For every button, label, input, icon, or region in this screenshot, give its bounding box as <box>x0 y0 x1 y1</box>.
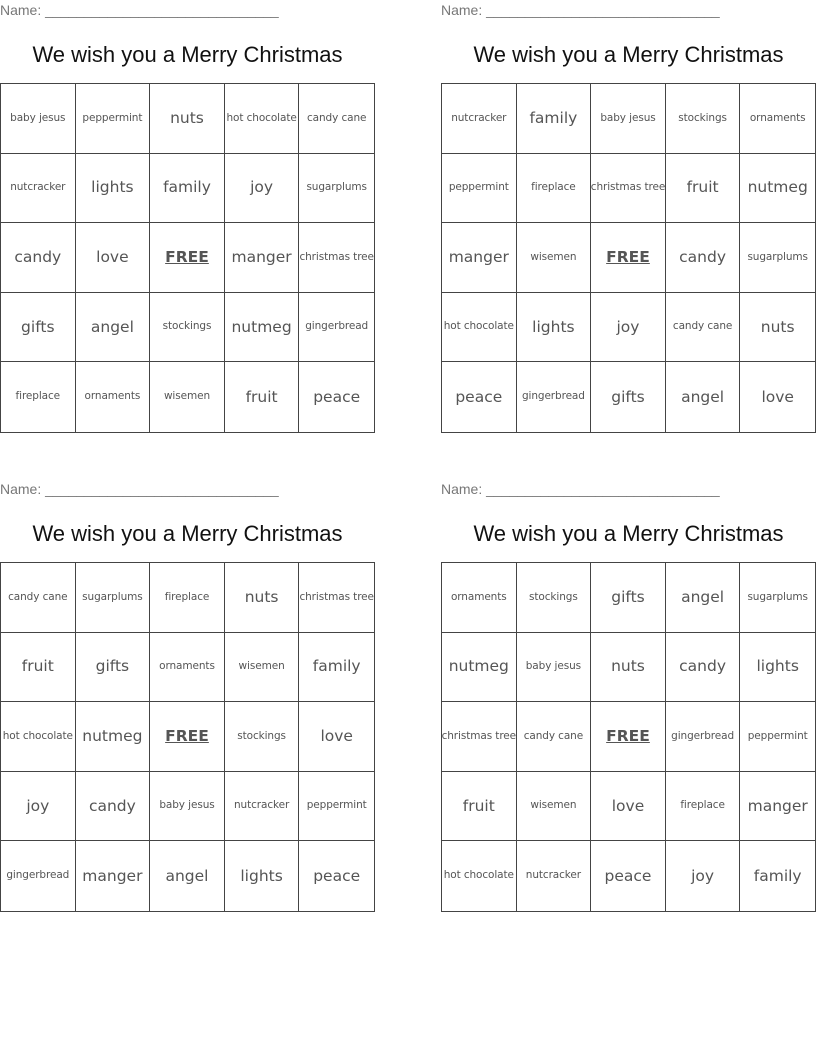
bingo-cell: joy <box>666 841 741 911</box>
bingo-cell: candy <box>666 223 741 293</box>
bingo-cell: christmas tree <box>591 154 666 224</box>
bingo-cell: sugarplums <box>299 154 374 224</box>
bingo-cell: stockings <box>666 84 741 154</box>
bingo-cell: sugarplums <box>76 563 151 633</box>
bingo-cell: peace <box>591 841 666 911</box>
bingo-card-3 <box>0 479 375 919</box>
bingo-cell: baby jesus <box>150 772 225 842</box>
bingo-cell: ornaments <box>76 362 151 432</box>
bingo-cell: manger <box>225 223 300 293</box>
bingo-cell: fruit <box>666 154 741 224</box>
bingo-cell: gingerbread <box>299 293 374 363</box>
bingo-grid <box>441 562 816 912</box>
bingo-cell: angel <box>666 362 741 432</box>
bingo-cell: angel <box>666 563 741 633</box>
bingo-cell: gifts <box>591 362 666 432</box>
bingo-cell: hot chocolate <box>225 84 300 154</box>
bingo-cell: candy <box>1 223 76 293</box>
card-title: We wish you a Merry Christmas <box>32 42 343 67</box>
bingo-cell: love <box>591 772 666 842</box>
bingo-cell: gingerbread <box>517 362 592 432</box>
bingo-cell: candy <box>666 633 741 703</box>
bingo-cell: lights <box>517 293 592 363</box>
bingo-grid <box>0 83 375 433</box>
bingo-cell: nutmeg <box>740 154 815 224</box>
bingo-cell: candy cane <box>299 84 374 154</box>
bingo-cell: ornaments <box>740 84 815 154</box>
bingo-cell: nuts <box>740 293 815 363</box>
bingo-cell: family <box>299 633 374 703</box>
name-field-label[interactable]: Name: ______________________________ <box>441 2 720 18</box>
bingo-cell: fruit <box>225 362 300 432</box>
bingo-cell: hot chocolate <box>442 841 517 911</box>
name-field-label[interactable]: Name: ______________________________ <box>0 2 279 18</box>
bingo-cell: stockings <box>517 563 592 633</box>
bingo-cell: fireplace <box>517 154 592 224</box>
bingo-cell: gingerbread <box>1 841 76 911</box>
bingo-cell: angel <box>150 841 225 911</box>
bingo-cell: hot chocolate <box>442 293 517 363</box>
bingo-cell: candy cane <box>517 702 592 772</box>
card-title: We wish you a Merry Christmas <box>32 521 343 546</box>
bingo-cell: nuts <box>150 84 225 154</box>
bingo-cell: peace <box>313 387 361 406</box>
bingo-cell: love <box>76 223 151 293</box>
bingo-cell: wisemen <box>225 633 300 703</box>
bingo-cell: christmas tree <box>299 223 374 293</box>
bingo-cell: nutcracker <box>442 84 517 154</box>
bingo-card-1 <box>0 0 375 440</box>
bingo-cell: christmas tree <box>299 563 374 633</box>
bingo-cell: sugarplums <box>740 563 815 633</box>
bingo-cell: nuts <box>225 563 300 633</box>
bingo-cell: fireplace <box>666 772 741 842</box>
bingo-cell: candy cane <box>1 563 76 633</box>
free-space: FREE <box>150 223 225 293</box>
bingo-cell: peppermint <box>76 84 151 154</box>
bingo-cell: nutcracker <box>517 841 592 911</box>
bingo-cell: peace <box>442 362 517 432</box>
bingo-cell: baby jesus <box>591 84 666 154</box>
bingo-cell: love <box>761 387 794 406</box>
bingo-cell: lights <box>740 633 815 703</box>
bingo-card-4 <box>441 479 816 919</box>
bingo-cell: wisemen <box>517 223 592 293</box>
name-field-label[interactable]: Name: ______________________________ <box>0 481 279 497</box>
bingo-cell: lights <box>76 154 151 224</box>
bingo-cell: gifts <box>1 293 76 363</box>
bingo-cell: wisemen <box>150 362 225 432</box>
bingo-cell: ornaments <box>442 563 517 633</box>
free-space: FREE <box>150 702 225 772</box>
bingo-cell: stockings <box>150 293 225 363</box>
bingo-cell: peppermint <box>740 702 815 772</box>
bingo-cell: nuts <box>591 633 666 703</box>
card-title: We wish you a Merry Christmas <box>473 521 784 546</box>
bingo-cell: gifts <box>591 563 666 633</box>
bingo-cell: ornaments <box>150 633 225 703</box>
bingo-cell: lights <box>225 841 300 911</box>
bingo-cell: manger <box>442 223 517 293</box>
bingo-card-2 <box>441 0 816 440</box>
bingo-cell: stockings <box>225 702 300 772</box>
bingo-cell: candy <box>76 772 151 842</box>
bingo-cell: fruit <box>1 633 76 703</box>
bingo-cell: fireplace <box>150 563 225 633</box>
bingo-cell: nutmeg <box>442 633 517 703</box>
bingo-cell: sugarplums <box>740 223 815 293</box>
bingo-cell: baby jesus <box>1 84 76 154</box>
bingo-grid <box>0 562 375 912</box>
bingo-cell: baby jesus <box>517 633 592 703</box>
bingo-cell: angel <box>76 293 151 363</box>
bingo-cell: nutcracker <box>225 772 300 842</box>
bingo-cell: peppermint <box>442 154 517 224</box>
bingo-cell: hot chocolate <box>1 702 76 772</box>
bingo-cell: gingerbread <box>666 702 741 772</box>
bingo-cell: nutmeg <box>76 702 151 772</box>
free-space: FREE <box>591 702 666 772</box>
bingo-cell: christmas tree <box>442 702 517 772</box>
bingo-cell: nutcracker <box>1 154 76 224</box>
name-field-label[interactable]: Name: ______________________________ <box>441 481 720 497</box>
bingo-cell: family <box>150 154 225 224</box>
bingo-cell: candy cane <box>666 293 741 363</box>
bingo-cell: nutmeg <box>225 293 300 363</box>
card-title: We wish you a Merry Christmas <box>473 42 784 67</box>
bingo-cell: family <box>517 84 592 154</box>
bingo-cell: love <box>299 702 374 772</box>
free-space: FREE <box>591 223 666 293</box>
bingo-cell: fireplace <box>1 362 76 432</box>
bingo-cell: family <box>753 866 802 885</box>
bingo-cell: manger <box>76 841 151 911</box>
bingo-cell: joy <box>1 772 76 842</box>
bingo-cell: peppermint <box>299 772 374 842</box>
bingo-cell: joy <box>591 293 666 363</box>
bingo-cell: wisemen <box>517 772 592 842</box>
bingo-grid <box>441 83 816 433</box>
bingo-cell: joy <box>225 154 300 224</box>
bingo-cell: manger <box>740 772 815 842</box>
bingo-cell: fruit <box>442 772 517 842</box>
bingo-cell: gifts <box>76 633 151 703</box>
bingo-cell: peace <box>313 866 361 885</box>
